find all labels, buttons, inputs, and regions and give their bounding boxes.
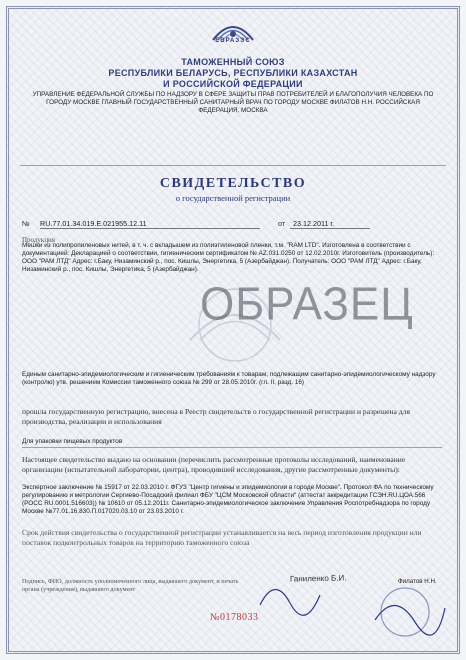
product-label: Продукция bbox=[22, 236, 56, 244]
signature-label: Подпись, ФИО, должность уполномоченного лица, выдавшего документ, и печать органа (учреждения), выдавшего документ bbox=[22, 578, 239, 593]
signer1-name: Ганиленко Б.И. bbox=[289, 573, 347, 584]
usage-underline bbox=[22, 447, 442, 448]
issuing-authority: УПРАВЛЕНИЕ ФЕДЕРАЛЬНОЙ СЛУЖБЫ ПО НАДЗОРУ В СФЕРЕ ЗАЩИТЫ ПРАВ ПОТРЕБИТЕЛЕЙ И БЛАГОПОЛУЧИЯ ЧЕЛОВЕКА ПО ГОРОДУ МОСКВЕ ГЛАВНЫЙ ГОСУДАРСТВЕННЫЙ САНИТАРНЫЙ ВРАЧ ПО ГОРОДУ МОСКВЕ ФИЛАТОВ Н.Н. РОССИЙСКАЯ ФЕДЕРАЦИЯ, МОСКВА bbox=[32, 91, 434, 114]
serial-number: №0178033 bbox=[210, 612, 259, 623]
basis-heading: Настоящее свидетельство выдано на основании (перечислить рассмотренные протоколы исследований, наименование организации (испытательной лаборатории, центра), проводившей исследования, другие рассмотренные документы): bbox=[22, 455, 406, 474]
registration-statement: прошла государственную регистрацию, внесена в Реестр свидетельств о государственной регистрации и разрешена для производства, реализации и использования bbox=[22, 407, 410, 426]
usage-area: Для упаковки пищевых продуктов bbox=[22, 438, 123, 445]
number-label: № bbox=[22, 219, 30, 228]
signer2-name: Филатов Н.Н. bbox=[398, 578, 437, 585]
euraseс-emblem-icon bbox=[203, 12, 263, 52]
basis-documents: Экспертное заключение № 15917 от 22.03.2010 г. ФГУЗ "Центр гигиены и эпидемиологии в городе Москве". Протокол ФА по техническому регулированию и метрологии Сергиево-Посадский филиал ФБУ "ЦСМ Московской области" (аттестат аккредитации ГСЭН.RU.ЦОА.566 (РОСС RU.0001.516603)) № 10610 от 05.12.2011г. Санитарно-эпидемиологическое заключение Управления Роспотребнадзора по городу Москве №77.01.16.830.П.017020.03.10 от 23.03.2010 г. bbox=[22, 484, 434, 515]
compliance-text: Единым санитарно-эпидемиологическим и гигиеническим требованиям к товарам, подлежащим санитарно-эпидемиологическому надзору (контролю) утв. решением Комиссии таможенного союза № 299 от 28.05.2010г. (гл. II, разд. 16) bbox=[22, 371, 436, 386]
validity-statement: Срок действия свидетельства о государственной регистрации устанавливается на весь период изготовления продукции или поставок подконтрольных товаров на территорию таможенного союза bbox=[22, 528, 422, 547]
union-title-line2: РЕСПУБЛИКИ БЕЛАРУСЬ, РЕСПУБЛИКИ КАЗАХСТАН bbox=[108, 68, 358, 78]
date-underline bbox=[290, 228, 370, 229]
union-title-line3: И РОССИЙСКОЙ ФЕДЕРАЦИИ bbox=[163, 79, 303, 89]
official-seal-icon bbox=[360, 580, 450, 640]
divider-line bbox=[20, 165, 446, 166]
document-title: СВИДЕТЕЛЬСТВО bbox=[159, 176, 307, 191]
product-description: Мешки из полипропиленовых нитей, в т. ч. с вкладышем из полиэтиленовой пленки, т.м. "RAM LTD". Изготовлена в соответствии с документацией: Декларацией о соответствии, гигиеническим сертификатом № AZ.031.0250 от 12.02.2010г. Изготовитель (производитель): ООО "РАМ ЛТД" Адрес: г.Баку, Низаминский р., пос. Кишлы, Энергетика, 5 (Азербайджан). Получатель: ООО "РАМ ЛТД" Адрес: г.Баку, Низаминский р., пос. Кишлы, Энергетика, 5 (Азербайджан). bbox=[22, 242, 435, 273]
emblem-label: ЕВРАЗЭС bbox=[215, 38, 251, 44]
certificate-number: RU.77.01.34.019.Е.021955.12.11 bbox=[40, 219, 147, 228]
sample-watermark: ОБРАЗЕЦ bbox=[200, 278, 414, 331]
certificate-date: 23.12.2011 г. bbox=[293, 219, 335, 228]
document-subtitle: о государственной регистрации bbox=[175, 193, 291, 203]
union-title-line1: ТАМОЖЕННЫЙ СОЮЗ bbox=[181, 57, 285, 67]
number-underline bbox=[40, 228, 260, 229]
date-label: от bbox=[278, 219, 286, 228]
